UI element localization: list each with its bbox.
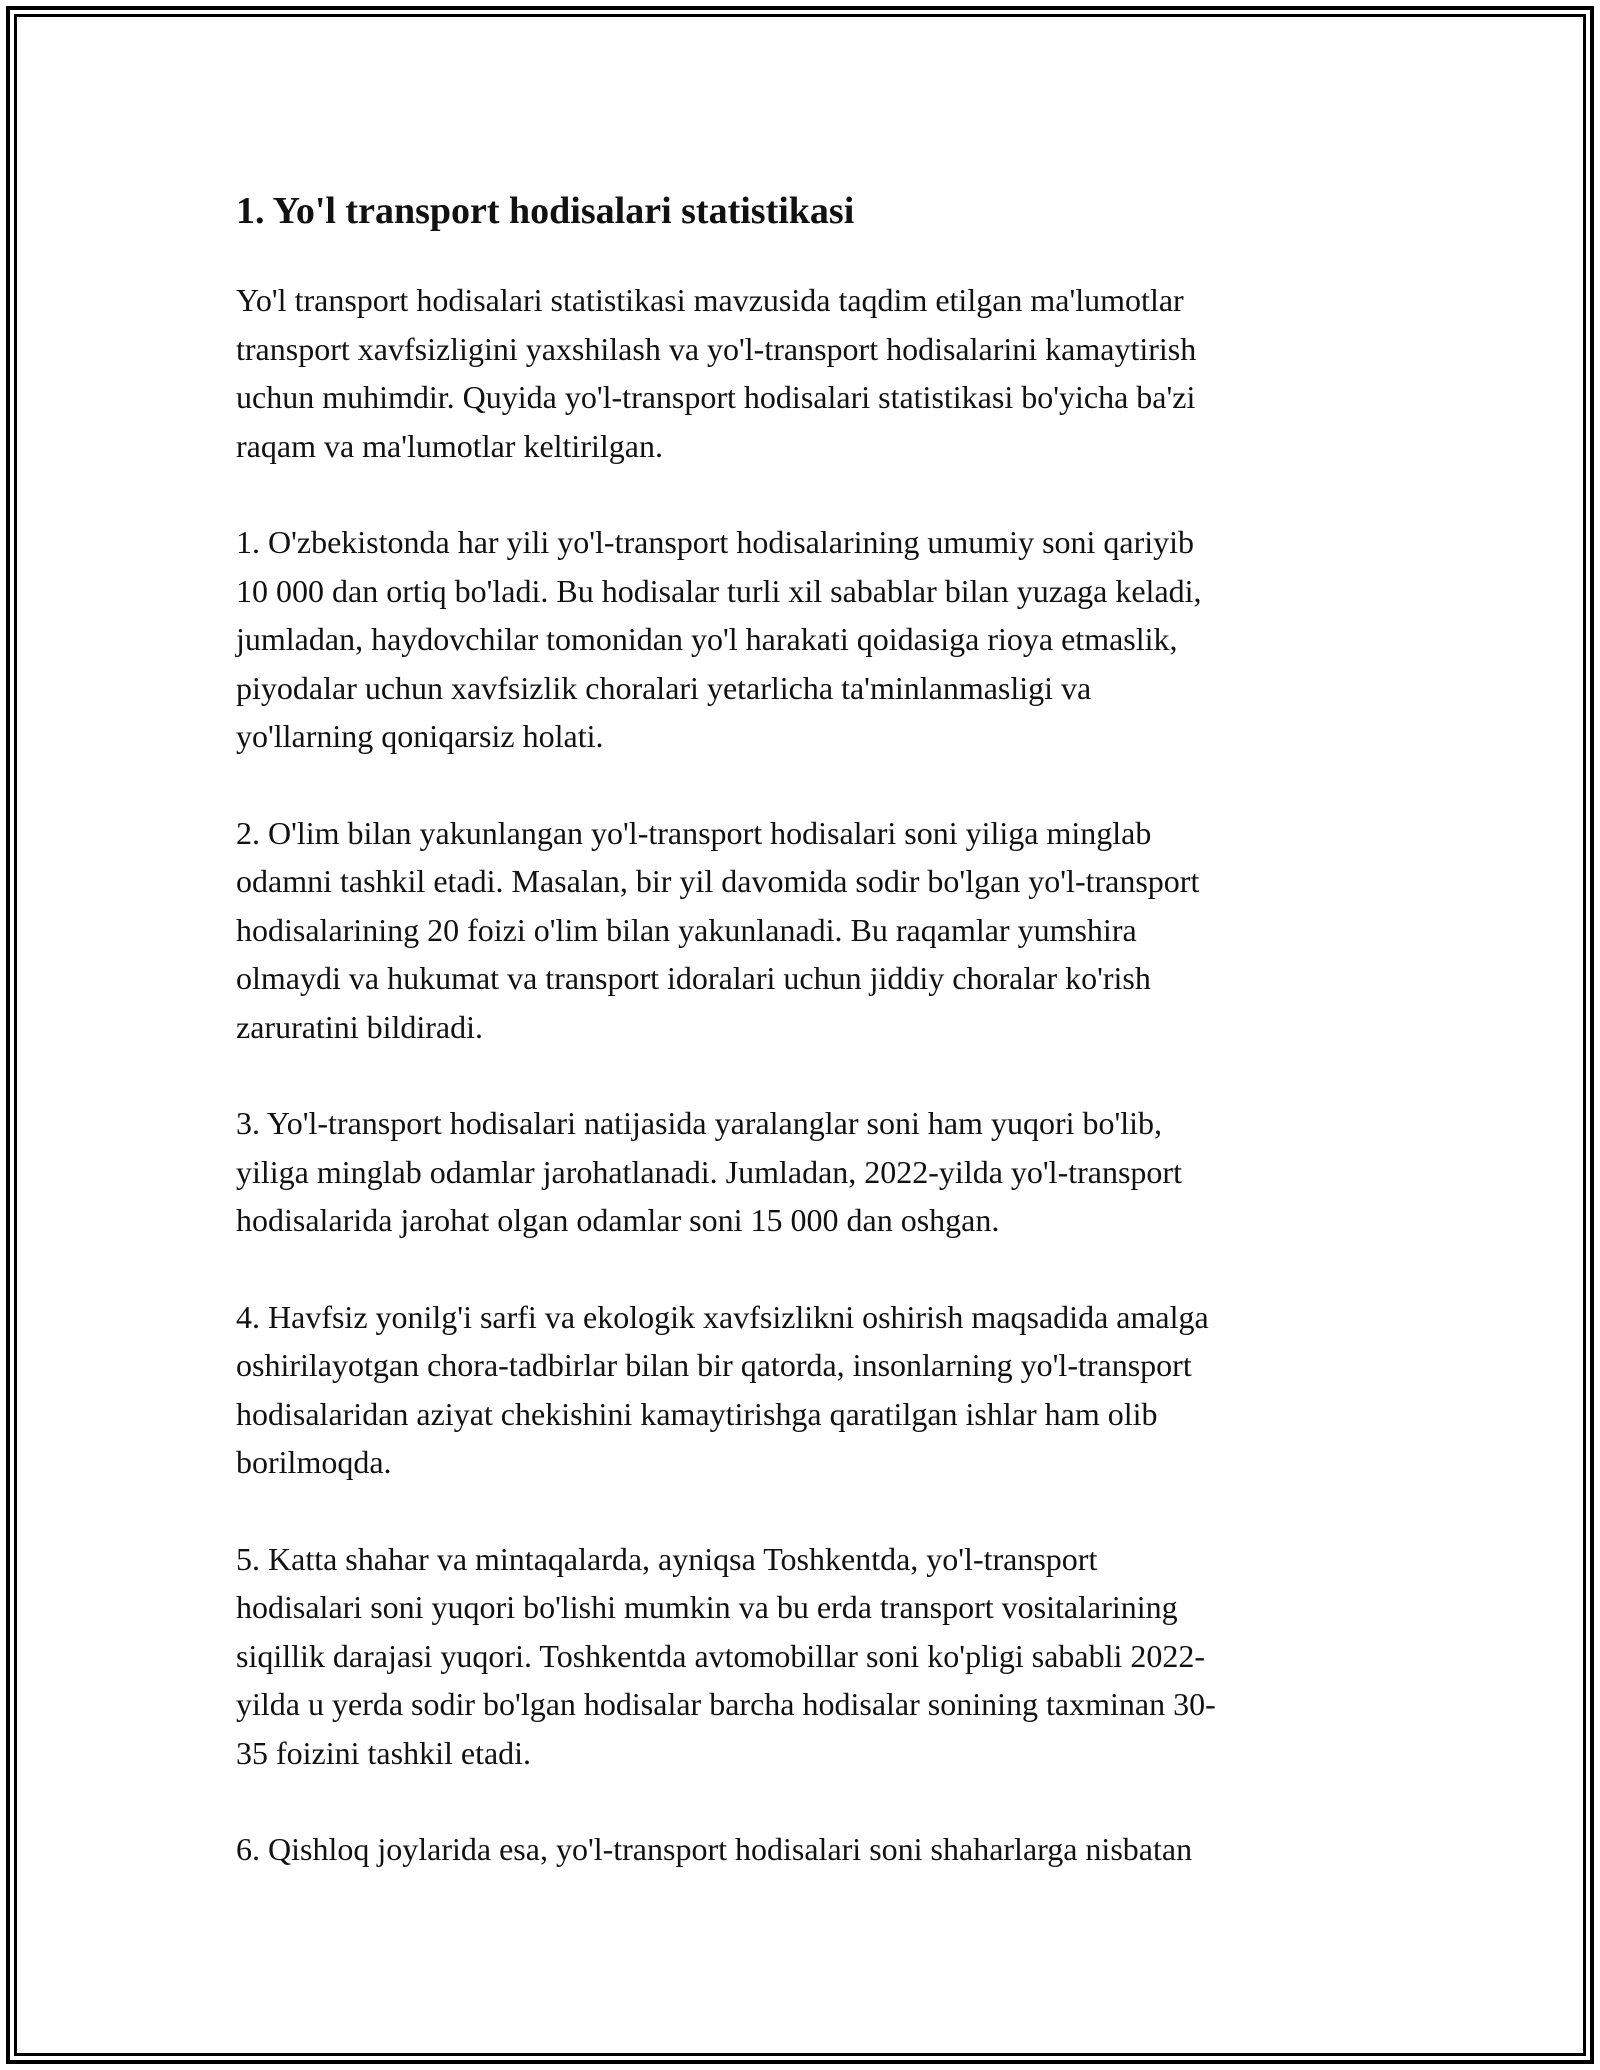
- intro-paragraph: Yo'l transport hodisalari statistikasi mavzusida taqdim etilgan ma'lumotlar transport xavfsizligini yaxshilash va yo'l-transport hodisalarini kamaytirish uchun muhimdir. Quyida yo'l-transport hodisalari statistikasi bo'yicha ba'zi raqam va ma'lumotlar keltirilgan.: [236, 282, 1197, 464]
- list-item-2: 2. O'lim bilan yakunlangan yo'l-transport hodisalari soni yiliga minglab odamni tashkil etadi. Masalan, bir yil davomida sodir bo'lgan yo'l-transport hodisalarining 20 foizi o'lim bilan yakunlanadi. Bu raqamlar yumshira olmaydi va hukumat va transport idoralari uchun jiddiy choralar ko'rish zaruratini bildiradi.: [236, 814, 1200, 1045]
- list-item-1: 1. O'zbekistonda har yili yo'l-transport hodisalarining umumiy soni qariyib 10 000 dan ortiq bo'ladi. Bu hodisalar turli xil sabablar bilan yuzaga keladi, jumladan, haydovchilar tomonidan yo'l harakati qoidasiga rioya etmaslik, piyodalar uchun xavfsizlik choralari yetarlicha ta'minlanmasligi va yo'llarning qoniqarsiz holati.: [236, 524, 1202, 754]
- list-item-5: 5. Katta shahar va mintaqalarda, ayniqsa Toshkentda, yo'l-transport hodisalari soni yuqori bo'lishi mumkin va bu erda transport vositalarining siqillik darajasi yuqori. Toshkentda avtomobillar soni ko'pligi sababli 2022- yilda u yerda sodir bo'lgan hodisalar barcha hodisalar sonining taxminan 30- 35 foizini tashkil etadi.: [236, 1540, 1216, 1771]
- page-title: 1. Yo'l transport hodisalari statistikasi: [236, 190, 855, 232]
- document-body: [236, 186, 1366, 1922]
- list-item-4: 4. Havfsiz yonilg'i sarfi va ekologik xavfsizlikni oshirish maqsadida amalga oshirilayotgan chora-tadbirlar bilan bir qatorda, insonlarning yo'l-transport hodisalaridan aziyat chekishini kamaytirishga qaratilgan ishlar ham olib borilmoqda.: [236, 1298, 1209, 1480]
- list-item-6: 6. Qishloq joylarida esa, yo'l-transport hodisalari soni shaharlarga nisbatan: [236, 1831, 1193, 1867]
- list-item-3: 3. Yo'l-transport hodisalari natijasida yaralanglar soni ham yuqori bo'lib, yiliga minglab odamlar jarohatlanadi. Jumladan, 2022-yilda yo'l-transport hodisalarida jarohat olgan odamlar soni 15 000 dan oshgan.: [236, 1105, 1182, 1238]
